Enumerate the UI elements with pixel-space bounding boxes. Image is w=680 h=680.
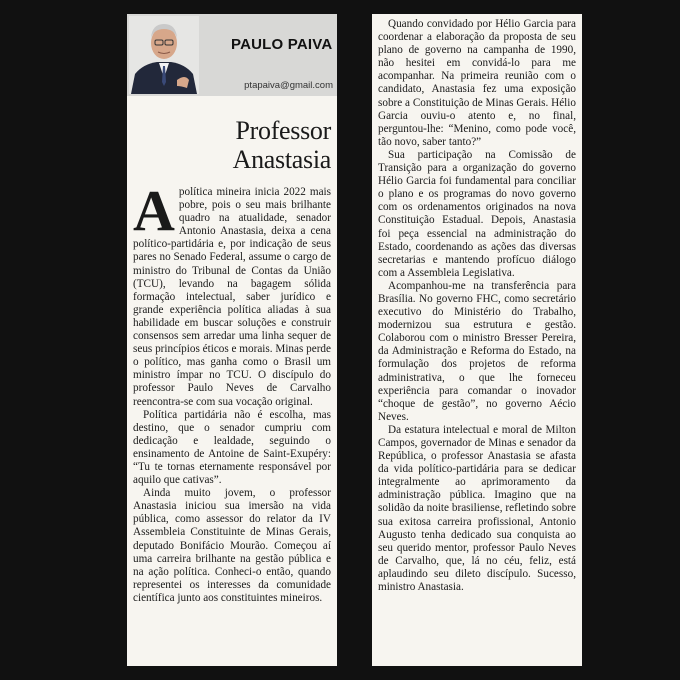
paragraph-2: Política partidária não é escolha, mas destino, que o senador cumpriu com dedicação e lealdade, seguindo o ensinamento de Antoine de Saint-Exupéry: “Tu te tornas eternamente responsável por aquilo que cativas”. <box>133 408 331 487</box>
paragraph-1 <box>133 178 331 409</box>
title-line-2: Anastasia <box>232 145 331 174</box>
paragraph-6: Acompanhou-me na transferência para Brasília. No governo FHC, como secretário executivo do Ministério do Trabalho, modernizou sua estrutura e gestão. Colaborou com o ministro Bresser Pereira, da Administração e Reforma do Estado, na formulação dos projetos de reforma administrativa, o que lhe forneceu experiência para comandar o inovador “choque de gestão”, no governo Aécio Neves. <box>378 279 576 423</box>
paragraph-5: Sua participação na Comissão de Transição para a organização do governo Hélio Garcia foi fundamental para conciliar o plano e os programas do novo governo com os ordenamentos originados na nova Constituição Estadual. Depois, Anastasia foi peça essencial na administração do Estado, coordenando as ações das diversas secretarias e mantendo profícuo diálogo com a Assembleia Legislativa. <box>378 148 576 279</box>
paragraph-3: Ainda muito jovem, o professor Anastasia iniciou sua imersão na vida pública, como assessor do relator da IV Assembleia Constituinte de Minas Gerais, deputado Bonifácio Mourão. Começou aí uma carreira brilhante na gestão pública e na ação política. Conheci-o então, quando representei os interesses da comunidade científica junto aos constituintes mineiros. <box>133 487 331 604</box>
paragraph-7: Da estatura intelectual e moral de Milton Campos, governador de Minas e senador da República, o professor Anastasia se afasta da vida político-partidária para se dedicar integralmente ao aprimoramento da administração pública. Imagino que na solidão da noite brasiliense, refletindo sobre sua exitosa carreira profissional, Antonio Augusto tenha dedicado sua conquista ao seu querido mentor, professor Paulo Neves de Carvalho, que, lá no céu, feliz, está aplaudindo seu dileto discípulo. Sucesso, ministro Anastasia. <box>378 423 576 594</box>
author-email: ptapaiva@gmail.com <box>244 80 333 91</box>
columnist-header <box>127 14 337 96</box>
paragraph-1-text: política mineira inicia 2022 mais pobre, pois o seu mais brilhante quadro na atualidade, senador Antonio Anastasia, deixa a cena político-partidária e, por indicação de seus pares no Senado Federal, assume o cargo de ministro do Tribunal de Contas da União (TCU), levando na bagagem sólida formação intelectual, saber jurídico e grande experiência política aliadas à sua habilidade em buscar soluções e construir consensos sem arredar uma linha sequer de seus princípios éticos e morais. Minas perde o político, mas ganha como o Brasil um ministro ímpar no TCU. O discípulo do professor Paulo Neves de Carvalho reencontra-se com sua vocação original. <box>133 186 331 408</box>
paragraph-4: Quando convidado por Hélio Garcia para coordenar a elaboração da proposta de seu plano de governo na campanha de 1990, não hesitei em convidá-lo para me acompanhar. Na primeira reunião com o candidato, Anastasia fez uma exposição sobre a Constituição de Minas Gerais. Hélio Garcia ouviu-o atento e, no final, perguntou-lhe: “Menino, como pode você, tão novo, saber tanto?” <box>378 18 576 148</box>
title-line-1: Professor <box>235 116 331 145</box>
drop-cap: A <box>133 178 175 243</box>
article-column-left <box>127 14 337 666</box>
article-body-left <box>127 174 337 605</box>
author-photo <box>129 16 199 94</box>
article-title <box>127 116 331 174</box>
article-column-right <box>372 14 582 666</box>
author-name: PAULO PAIVA <box>231 36 333 53</box>
